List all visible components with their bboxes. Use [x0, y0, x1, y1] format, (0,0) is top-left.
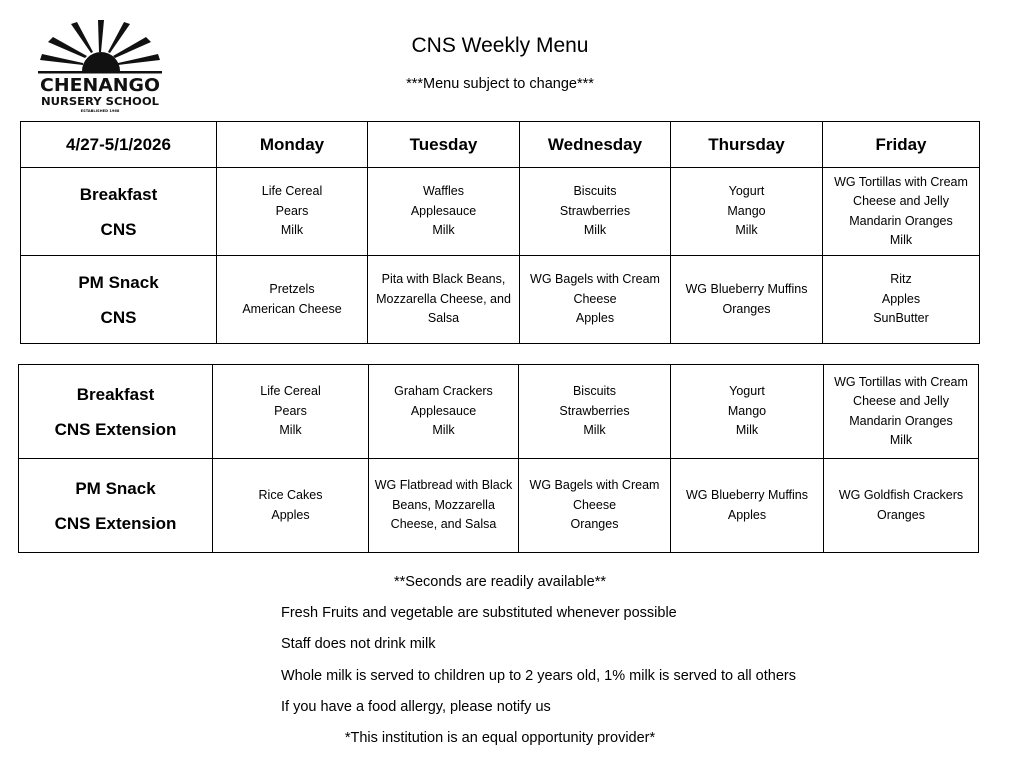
menu-item: Pears: [274, 403, 307, 418]
note-milk-policy: Whole milk is served to children up to 2 years old, 1% milk is served to all others: [281, 668, 796, 684]
menu-item: WG Goldfish Crackers: [838, 488, 964, 502]
menu-item: Ritz: [890, 272, 912, 287]
menu-item: Pita with Black Beans,: [381, 272, 506, 287]
menu-item: Yogurt: [728, 184, 765, 199]
menu-item: Graham Crackers: [394, 384, 493, 399]
menu-item: WG Bagels with Cream: [529, 478, 660, 493]
meal-label: [19, 365, 213, 459]
menu-item: Salsa: [427, 311, 460, 326]
menu-item: WG Tortillas with Cream: [834, 374, 968, 389]
menu-cell: [520, 168, 671, 256]
logo-name: CHENANGO: [40, 76, 160, 96]
menu-item: WG Blueberry Muffins: [685, 282, 808, 296]
meal-label: [21, 256, 217, 344]
menu-row: [21, 256, 980, 344]
menu-cell: [369, 459, 519, 553]
menu-item: Oranges: [877, 507, 925, 522]
day-header-wednesday: Wednesday: [520, 122, 671, 168]
menu-row: [19, 459, 979, 553]
menu-item: Strawberries: [559, 203, 631, 218]
menu-cell: [824, 365, 979, 459]
menu-item: Apples: [727, 507, 767, 522]
menu-item: Pretzels: [269, 282, 315, 296]
menu-item: Oranges: [570, 517, 619, 532]
menu-item: Mandarin Oranges: [849, 213, 953, 228]
menu-item: Cheese: [573, 291, 617, 306]
menu-cell: [213, 459, 369, 553]
meal-label-line: CNS: [100, 219, 137, 239]
meal-label-line: CNS Extension: [54, 419, 177, 439]
menu-cell: [217, 168, 368, 256]
menu-item: Life Cereal: [261, 184, 323, 199]
menu-item: Cheese and Jelly: [853, 394, 949, 408]
menu-item: Waffles: [423, 184, 464, 199]
meal-label-line: PM Snack: [75, 478, 156, 498]
menu-row: [19, 365, 979, 459]
menu-item: Milk: [735, 223, 758, 238]
menu-item: Rice Cakes: [258, 488, 323, 502]
menu-cell: [368, 256, 520, 344]
menu-item: Applesauce: [410, 403, 477, 418]
menu-item: Mozzarella Cheese, and: [376, 291, 511, 306]
menu-item: Biscuits: [572, 384, 617, 399]
menu-cell: [671, 168, 823, 256]
menu-cell: [519, 459, 671, 553]
menu-cell: [671, 256, 823, 344]
menu-cell: [368, 168, 520, 256]
menu-cell: [671, 365, 824, 459]
meal-label: [19, 459, 213, 553]
menu-item: Milk: [735, 423, 759, 438]
note-food-allergy: If you have a food allergy, please notify us: [281, 699, 551, 715]
menu-item: Milk: [432, 423, 455, 438]
page-subtitle: ***Menu subject to change***: [406, 76, 594, 92]
note-fresh-fruits: Fresh Fruits and vegetable are substituted whenever possible: [281, 605, 677, 621]
menu-cell: [217, 256, 368, 344]
menu-cell: [824, 459, 979, 553]
note-staff-milk: Staff does not drink milk: [281, 636, 436, 652]
menu-item: Mango: [727, 203, 766, 218]
meal-label-line: PM Snack: [78, 272, 159, 292]
menu-row: [21, 168, 980, 256]
menu-item: Milk: [280, 223, 304, 238]
meal-label-line: Breakfast: [76, 384, 155, 404]
menu-item: Cheese: [572, 497, 617, 512]
day-header-friday: Friday: [823, 122, 980, 168]
menu-item: WG Flatbread with Black: [374, 478, 513, 493]
menu-item: Cheese, and Salsa: [390, 517, 497, 532]
menu-item: Apples: [271, 507, 310, 522]
menu-item: Mandarin Oranges: [849, 413, 953, 428]
menu-item: Oranges: [722, 301, 771, 316]
menu-item: Apples: [575, 311, 615, 326]
menu-item: Milk: [432, 223, 455, 238]
menu-item: Milk: [279, 423, 302, 438]
menu-cell: [369, 365, 519, 459]
menu-item: Applesauce: [410, 203, 477, 218]
day-header-thursday: Thursday: [671, 122, 823, 168]
menu-item: Pears: [275, 203, 309, 218]
day-header-monday: Monday: [217, 122, 368, 168]
menu-item: Milk: [583, 423, 606, 438]
menu-item: Milk: [583, 223, 607, 238]
menu-item: Apples: [881, 291, 921, 306]
menu-item: American Cheese: [242, 301, 342, 316]
menu-cell: [823, 168, 980, 256]
menu-item: Biscuits: [573, 184, 617, 199]
logo-established: ESTABLISHED 1968: [80, 109, 120, 113]
menu-table-cns-extension: [18, 364, 979, 553]
menu-cell: [519, 365, 671, 459]
menu-item: Milk: [889, 433, 913, 447]
menu-item: Mango: [727, 403, 767, 418]
menu-item: Strawberries: [559, 403, 630, 418]
menu-table-cns: [20, 121, 980, 344]
menu-item: SunButter: [873, 311, 929, 326]
note-seconds: **Seconds are readily available**: [394, 574, 606, 590]
logo-subname: NURSERY SCHOOL: [41, 95, 159, 108]
menu-cell: [823, 256, 980, 344]
meal-label-line: CNS: [100, 307, 137, 327]
menu-item: Yogurt: [729, 384, 765, 399]
menu-item: Cheese and Jelly: [853, 194, 949, 208]
date-range-header: 4/27-5/1/2026: [21, 122, 217, 168]
menu-cell: [213, 365, 369, 459]
menu-item: Beans, Mozzarella: [392, 497, 495, 512]
menu-cell: [520, 256, 671, 344]
menu-item: WG Blueberry Muffins: [685, 488, 809, 502]
meal-label: [21, 168, 217, 256]
page-title: CNS Weekly Menu: [411, 34, 589, 57]
menu-item: Milk: [889, 233, 913, 247]
menu-cell: [671, 459, 824, 553]
menu-item: Life Cereal: [260, 384, 321, 399]
meal-label-line: CNS Extension: [54, 513, 177, 533]
menu-item: WG Tortillas with Cream: [834, 174, 968, 189]
meal-label-line: Breakfast: [79, 184, 158, 204]
day-header-tuesday: Tuesday: [368, 122, 520, 168]
menu-item: WG Bagels with Cream: [530, 272, 660, 287]
note-equal-opportunity: *This institution is an equal opportunity provider*: [344, 730, 656, 746]
